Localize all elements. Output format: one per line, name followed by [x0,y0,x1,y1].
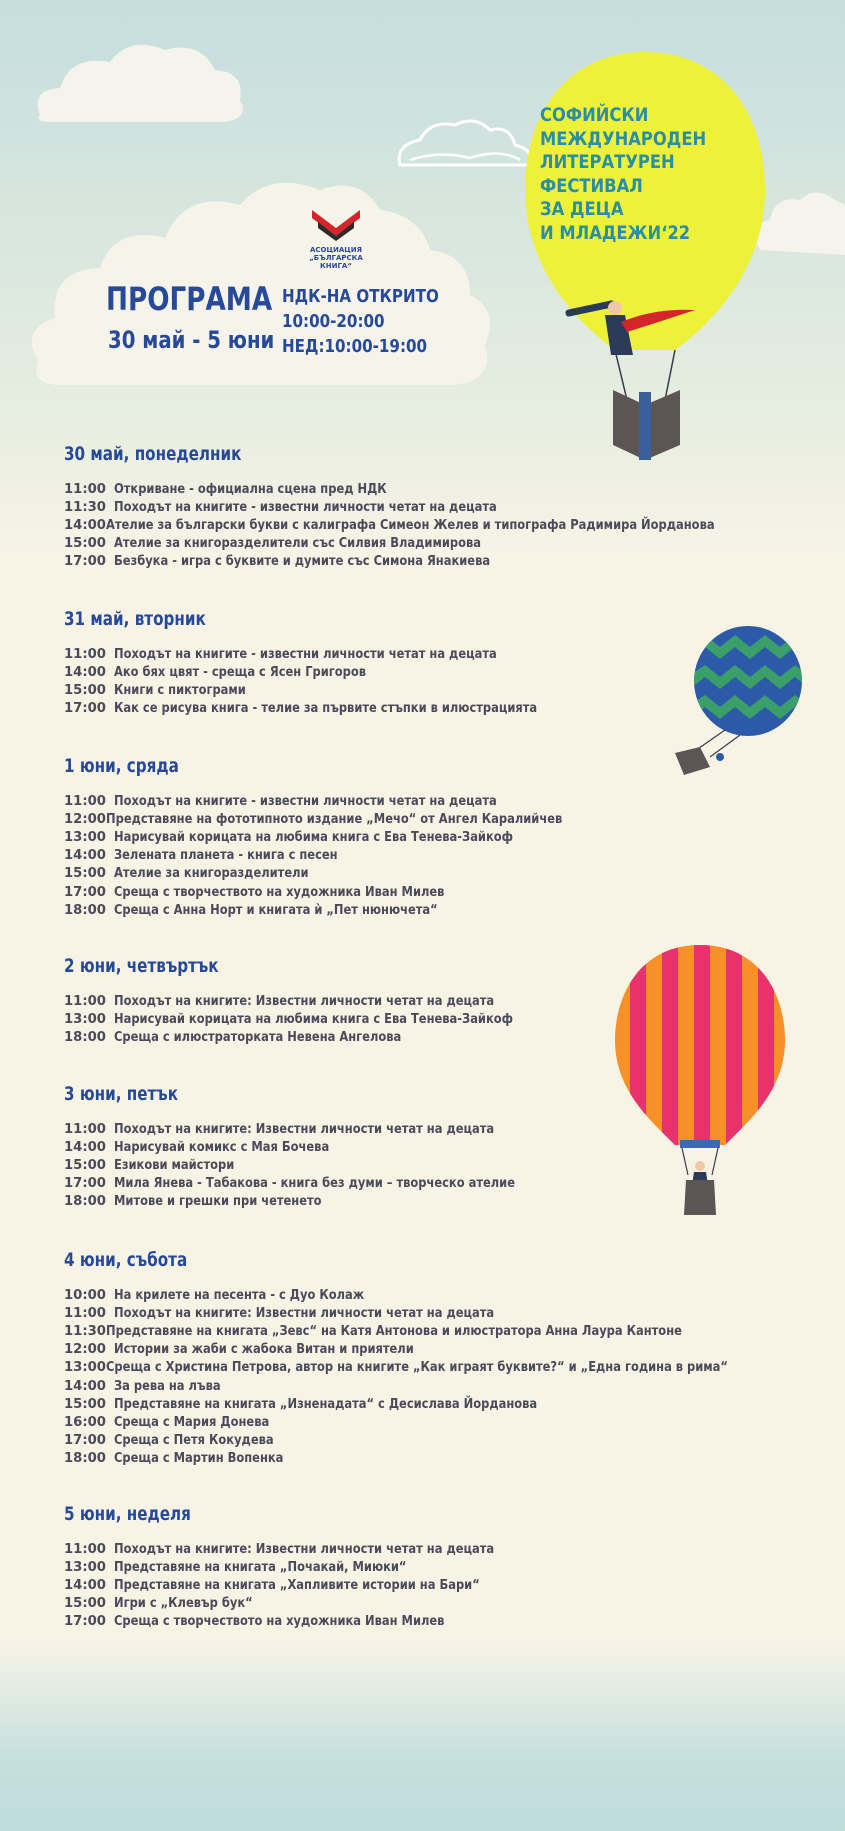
event-description: Книги с пиктограми [114,682,246,698]
day-section [64,609,624,718]
event-time: 17:00 [64,554,106,570]
event-time: 14:00 [64,1139,106,1155]
event-time: 14:00 [64,848,106,864]
event-row [64,1558,624,1576]
event-time: 10:00 [64,1287,106,1303]
festival-title-line: И МЛАДЕЖИ‘22 [540,221,691,244]
event-description: Истории за жаби с жабока Витан и приятели [114,1342,414,1358]
event-description: Среща с творчеството на художника Иван Милев [114,884,445,900]
event-description: На крилете на песента - с Дуо Колаж [114,1287,365,1303]
event-time: 15:00 [64,866,106,882]
event-description: Среща с Анна Норт и книгата ѝ „Пет нюнючета“ [114,902,438,918]
event-row [64,1028,624,1046]
program-dates: 30 май - 5 юни [108,326,275,354]
event-time: 14:00 [64,664,106,680]
event-row [64,901,624,919]
event-time: 11:00 [64,993,106,1009]
event-list [64,1120,624,1211]
day-title: 2 юни, четвъртък [64,956,219,977]
event-row [64,1156,624,1174]
festival-title-line: ЛИТЕРАТУРЕН [540,151,675,173]
day-section [64,444,715,571]
event-time: 15:00 [64,682,106,698]
organizer-name [296,246,376,270]
event-description: Ако бях цвят - среща с Ясен Григоров [114,664,367,680]
event-description: За рева на лъва [114,1378,221,1394]
event-row [64,1377,624,1395]
event-list [64,645,624,718]
event-time: 12:00 [64,811,106,827]
event-time: 11:00 [64,1121,106,1137]
event-description: Среща с Мария Донева [114,1414,270,1430]
program-title: ПРОГРАМА [106,280,273,318]
event-time: 14:00 [64,517,106,533]
day-section [64,1250,728,1468]
event-row [64,498,624,516]
organizer-logo-icon [310,208,362,242]
venue-info [282,284,439,359]
event-row [64,1120,624,1138]
event-description: Нарисувай корицата на любима книга с Ева Тенева-Зайкоф [114,829,514,845]
day-title: 1 юни, сряда [64,756,179,777]
event-row [64,847,624,865]
day-section [64,956,624,1047]
event-description: Представяне на книгата „Хапливите истории на Бари“ [114,1577,480,1593]
day-title: 5 юни, неделя [64,1504,191,1525]
event-time: 15:00 [64,536,106,552]
event-time: 11:00 [64,481,106,497]
event-row [64,1413,624,1431]
event-description: Среща с творчеството на художника Иван Милев [114,1614,445,1630]
event-time: 18:00 [64,1194,106,1210]
event-description: Безбука - игра с буквите и думите със Симона Янакиева [114,554,491,570]
event-description: Походът на книгите - известни личности четат на децата [114,499,497,515]
event-time: 15:00 [64,1396,106,1412]
event-row [64,792,624,810]
event-description: Ателие за книгоразделители [114,866,309,882]
event-time: 11:30 [64,1323,106,1339]
event-list [64,1540,624,1631]
event-time: 11:00 [64,793,106,809]
event-description: Среща с Мартин Вопенка [114,1451,284,1467]
event-row [64,828,624,846]
cloud-top-left [38,45,243,122]
event-time: 17:00 [64,1433,106,1449]
event-time: 18:00 [64,1029,106,1045]
event-description: Нарисувай корицата на любима книга с Ева Тенева-Зайкоф [114,1011,514,1027]
event-time: 11:00 [64,646,106,662]
striped-balloon-illustration [610,940,790,1220]
event-row [64,1359,728,1377]
event-row [64,1322,682,1340]
event-description: Походът на книгите: Известни личности четат на децата [114,1305,495,1321]
venue-hours-sunday: НЕД:10:00-19:00 [282,336,428,357]
event-time: 13:00 [64,1011,106,1027]
venue-hours: 10:00-20:00 [282,311,385,332]
event-row [64,1576,624,1594]
event-list [64,1286,728,1468]
event-time: 13:00 [64,1360,106,1376]
festival-title-line: МЕЖДУНАРОДЕН [540,127,707,150]
event-row [64,1175,624,1193]
event-row [64,1432,624,1450]
event-row [64,1286,624,1304]
event-row [64,700,624,718]
event-list [64,992,624,1047]
event-description: Представяне на книгата „Зевс“ на Катя Антонова и илюстратора Анна Лаура Кантоне [105,1323,682,1339]
day-section [64,756,624,919]
event-description: Игри с „Клевър бук“ [114,1596,253,1612]
event-row [64,883,624,901]
event-time: 15:00 [64,1157,106,1173]
event-time: 11:00 [64,1541,106,1557]
day-section [64,1504,624,1631]
event-row [64,645,624,663]
event-row [64,480,624,498]
event-description: Походът на книгите - известни личности четат на децата [114,793,497,809]
event-description: Мила Янева - Табакова - книга без думи – творческо ателие [114,1176,515,1192]
event-description: Среща с Петя Кокудева [114,1433,274,1449]
event-time: 12:00 [64,1342,106,1358]
event-time: 18:00 [64,902,106,918]
event-row [64,1341,624,1359]
event-description: Ателие за книгоразделители със Силвия Владимирова [114,536,481,552]
organizer-line1: АСОЦИАЦИЯ [309,246,363,254]
event-time: 17:00 [64,884,106,900]
event-row [64,992,624,1010]
event-description: Походът на книгите: Известни личности четат на децата [114,1541,495,1557]
festival-title-line: ЗА ДЕЦА [540,198,624,220]
event-description: Среща с Христина Петрова, автор на книгите „Как играят буквите?“ и „Една година в рима“ [105,1360,728,1376]
event-description: Езикови майстори [114,1157,235,1173]
event-row [64,553,624,571]
event-time: 16:00 [64,1414,106,1430]
event-description: Представяне на книгата „Изненадата“ с Десислава Йорданова [114,1396,538,1412]
event-row [64,1540,624,1558]
event-time: 11:30 [64,499,106,515]
event-row [64,516,715,534]
event-description: Нарисувай комикс с Мая Бочева [114,1139,330,1155]
event-row [64,1193,624,1211]
festival-title-line: ФЕСТИВАЛ [540,174,643,197]
event-row [64,663,624,681]
organizer-line2: „БЪЛГАРСКА КНИГА“ [309,254,363,270]
event-list [64,480,715,571]
event-time: 17:00 [64,1176,106,1192]
event-row [64,810,624,828]
event-time: 11:00 [64,1305,106,1321]
event-row [64,1304,624,1322]
event-description: Походът на книгите: Известни личности четат на децата [114,993,495,1009]
event-time: 13:00 [64,1559,106,1575]
day-title: 4 юни, събота [64,1250,188,1271]
event-row [64,1010,624,1028]
event-description: Походът на книгите: Известни личности четат на децата [114,1121,495,1137]
event-time: 14:00 [64,1577,106,1593]
day-title: 3 юни, петък [64,1084,179,1105]
event-description: Ателие за български букви с калиграфа Симеон Желев и типографа Радимира Йорданова [105,517,715,533]
festival-title [540,104,746,245]
event-description: Митове и грешки при четенето [114,1194,322,1210]
event-time: 15:00 [64,1596,106,1612]
event-row [64,681,624,699]
event-time: 18:00 [64,1451,106,1467]
yellow-balloon-illustration [515,40,775,460]
event-time: 17:00 [64,701,106,717]
day-title: 31 май, вторник [64,609,206,630]
event-description: Представяне на фототипното издание „Мечо“ от Ангел Каралийчев [105,811,563,827]
day-title: 30 май, понеделник [64,444,242,465]
festival-title-line: СОФИЙСКИ [540,104,649,126]
event-list [64,792,624,919]
event-row [64,1450,624,1468]
event-row [64,1595,624,1613]
day-section [64,1084,624,1211]
event-description: Среща с илюстраторката Невена Ангелова [114,1029,402,1045]
green-balloon-illustration [670,625,810,785]
event-time: 13:00 [64,829,106,845]
event-row [64,535,624,553]
venue-place: НДК-НА ОТКРИТО [282,286,439,307]
event-time: 17:00 [64,1614,106,1630]
event-description: Походът на книгите - известни личности четат на децата [114,646,497,662]
event-description: Откриване - официална сцена пред НДК [114,481,387,497]
event-time: 14:00 [64,1378,106,1394]
event-row [64,865,624,883]
event-row [64,1613,624,1631]
event-description: Представяне на книгата „Почакай, Миюки“ [114,1559,407,1575]
event-description: Зелената планета - книга с песен [114,848,338,864]
event-description: Как се рисува книга - телие за първите стъпки в илюстрацията [114,701,538,717]
event-row [64,1138,624,1156]
event-row [64,1395,624,1413]
